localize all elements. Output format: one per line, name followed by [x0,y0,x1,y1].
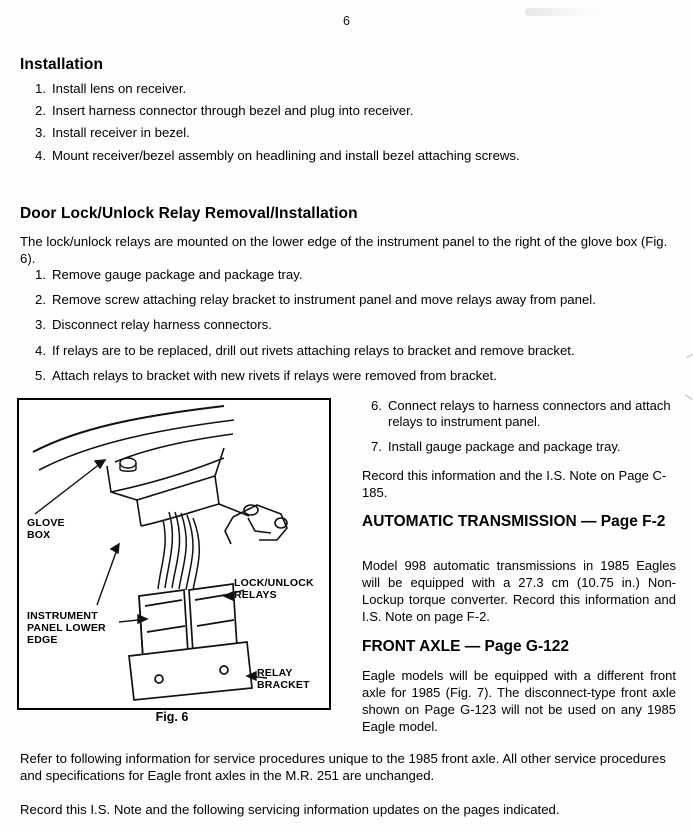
list-item [26,82,666,95]
figure-label-relay-bracket [257,668,310,692]
list-text: Attach relays to bracket with new rivets if relays were removed from bracket. [52,367,497,383]
list-item [362,398,680,431]
figure-caption: Fig. 6 [155,710,189,724]
label-line: RELAYS [234,588,277,601]
list-item [26,344,676,357]
list-text: Connect relays to harness connectors and attach relays to instrument panel. [388,398,671,430]
label-line: PANEL LOWER [27,621,106,634]
list-item [26,293,676,306]
list-item [26,369,676,382]
label-line: EDGE [27,633,58,646]
list-number: 2. [35,292,46,308]
list-number: 4. [35,147,46,163]
list-text: Install receiver in bezel. [52,125,190,141]
list-number: 6. [371,398,382,413]
label-line: RELAY [257,667,293,679]
label-line: BOX [27,528,51,541]
list-number: 3. [35,317,46,333]
list-text: Remove screw attaching relay bracket to instrument panel and move relays away from panel. [52,292,596,308]
list-item [26,318,676,331]
list-text: Mount receiver/bezel assembly on headlining and install bezel attaching screws. [52,147,520,163]
relay-steps-continued [362,398,680,463]
list-item [26,126,666,139]
list-text: If relays are to be replaced, drill out rivets attaching relays to bracket and remove bracket. [52,342,575,358]
list-number: 2. [35,103,46,119]
list-number: 1. [35,267,46,282]
list-number: 4. [35,342,46,358]
list-text: Insert harness connector through bezel and plug into receiver. [52,103,414,119]
label-line: LOCK/UNLOCK [234,577,314,589]
figure-label-instrument-panel-lower-edge [27,611,106,646]
figure-label-lock-unlock-relays [234,578,314,602]
figure-6-illustration [19,400,325,704]
footer-paragraph-2: Record this I.S. Note and the following servicing information updates on the pages indicated. [20,802,560,817]
heading-installation: Installation [20,56,104,73]
heading-door-lock-relay: Door Lock/Unlock Relay Removal/Installation [20,205,358,222]
label-line: BRACKET [257,678,310,691]
list-text: Disconnect relay harness connectors. [52,317,272,333]
list-text: Install lens on receiver. [52,81,187,96]
list-number: 5. [35,367,46,383]
automatic-transmission-paragraph: Model 998 automatic transmissions in 1985 Eagles will be equipped with a 27.3 cm (10.75 in.) Non-Lockup torque converter. Record this information and I.S. Note on page F-2. [362,558,676,624]
list-number: 7. [371,438,382,454]
list-text: Install gauge package and package tray. [388,438,621,454]
label-line: GLOVE [27,517,65,529]
page-number: 6 [343,14,350,28]
record-note-paragraph: Record this information and the I.S. Note on Page C-185. [362,468,667,500]
heading-front-axle: FRONT AXLE — Page G-122 [362,638,569,655]
list-number: 1. [35,81,46,96]
relay-steps [26,268,676,394]
list-item [26,268,676,281]
list-item [362,439,680,455]
front-axle-paragraph: Eagle models will be equipped with a different front axle for 1985 (Fig. 7). The disconnect-type front axle shown on Page G-123 will not be used on any 1985 Eagle model. [362,668,676,734]
list-item [26,149,666,162]
footer-paragraph-1: Refer to following information for service procedures unique to the 1985 front axle. All other service procedures and specifications for Eagle front axles in the M.R. 251 are unchanged. [20,751,666,783]
list-text: Remove gauge package and package tray. [52,267,303,282]
scan-edge-mark [684,394,693,401]
figure-6-panel [17,398,331,710]
list-number: 3. [35,125,46,141]
label-line: INSTRUMENT [27,610,98,622]
scan-edge-mark [686,353,693,358]
list-item [26,104,666,117]
relay-intro-paragraph: The lock/unlock relays are mounted on the lower edge of the instrument panel to the right of the glove box (Fig. 6). [20,234,668,266]
installation-steps [26,82,666,171]
figure-label-glove-box [27,518,65,542]
heading-automatic-transmission: AUTOMATIC TRANSMISSION — Page F-2 [362,513,666,530]
